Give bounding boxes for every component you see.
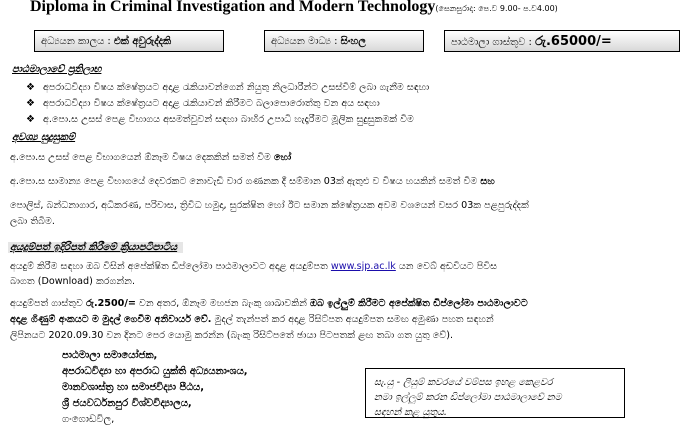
diamond-bullet-icon: ❖ (26, 82, 35, 93)
application-p1-line2: බාගත (Download) කරගන්න. (10, 276, 136, 287)
medium-box (264, 30, 424, 52)
fee-label: පාඨමාලා ගාස්තුව : (451, 37, 532, 48)
requirement-line-2: අ.පො.ස සාමාන්‍ය පෙළ විභාගයේ දෙවරකට නොවැඩි වාර ගණනක දී සම්මාන 03ක් ඇතුළු ව විෂය හයකින් සමත් වීම සහ (10, 176, 495, 187)
benefit-item: ❖ අපරාධවිද්‍යා විෂය ක්ෂේත්‍රයට අදාළ රැකියාවන් කිරීමට බලාපොරොත්තු වන අය සඳහා (26, 98, 380, 109)
duration-value: එක් අවුරුද්දකි (114, 36, 172, 47)
title-schedule: (සෙනසුරාදා: පෙ.ව 9.00- ප.ව4.00) (435, 4, 558, 13)
benefit-item: ❖ අ.පො.ස උසස් පෙළ විභාගය අසමත්වුවන් සඳහා බාහිර උපාධි හැදෑරීමට මූලික සුදුසුකමක් වීම (26, 114, 414, 125)
diamond-bullet-icon: ❖ (26, 114, 35, 125)
page-title (30, 0, 690, 16)
address-line-2: අපරාධවිද්‍යා හා අපරාධ යුක්ති අධ්‍යයනාංශය, (62, 366, 248, 377)
medium-label: අධ්‍යයන මාධ්‍ය : (271, 36, 338, 47)
application-p2-line2: අදාළ ගිණුම් අංකයට ම මුදල් ගෙවීම අනිවාර්ය වේ. මුදල් තැන්පත් කර අදාළ රිසිට්පත අයදුම්පත සමඟ අමුණා පහත සඳහන් (10, 314, 494, 325)
duration-box (34, 30, 224, 52)
application-p2-line1: අයදුම්පත් ගාස්තුව රු.2500/= වන අතර, ඕනෑම මහජන බැංකු ශාඛාවකින් ඔබ ඉල්ලුම් කිරීමට අපේක්ෂිත ඩිප්ලෝමා පාඨමාලාවට (10, 298, 528, 309)
medium-value: සිංහල (340, 36, 366, 47)
requirement-conj-or: හෝ (274, 152, 292, 163)
note-line-1: සැ.යු - ලියුම් කවරයේ වම්පස ඉහළ කෙළවර (374, 377, 553, 388)
benefit-item: ❖ අපරාධවිද්‍යා විෂය ක්ෂේත්‍රයට අදාළ රැකියාවන්ගෙන් නියුතු නිලධාරීන්ට උසස්වීම් ලබා ගැනීම සඳහා (26, 82, 430, 93)
fee-value: රු.65000/= (535, 34, 612, 49)
requirement-line-1: අ.පො.ස උසස් පෙළ විභාගයෙන් ඕනෑම විෂය දෙකකින් සමත් වීම හෝ (10, 152, 292, 163)
note-line-2: නමා ඉල්ලුම් කරන ඩිප්ලෝමා පාඨමාලාවේ නම (374, 392, 562, 403)
address-line-3: මානවශාස්ත්‍ර හා සමාජවිද්‍යා පීඨය, (62, 382, 205, 393)
address-line-5: ගංගොඩවිල, (62, 414, 115, 425)
benefits-heading: පාඨමාලාවේ ප්‍රතිලාභ (12, 64, 102, 75)
address-line-1: පාඨමාලා සමායෝජක, (62, 350, 158, 361)
application-p2-line3: ලිපිනයට 2020.09.30 වන දිනට පෙර යොමු කරන්න (බැංකු රිසිට්පතේ ඡායා පිටපතක් ළඟ තබා ගත යුතු වේ). (10, 330, 454, 341)
website-link[interactable]: www.sjp.ac.lk (330, 261, 396, 272)
fee-box (444, 30, 680, 52)
duration-label: අධ්‍යයන කාලය : (41, 36, 111, 47)
envelope-note-box (365, 368, 625, 418)
requirement-line-3b: ලබා තිබීම. (10, 216, 55, 227)
requirements-heading: අවශ්‍ය සුදුසුකම් (12, 132, 76, 143)
title-text: Diploma in Criminal Investigation and Modern Technology (30, 0, 436, 15)
note-line-3: සඳහන් කළ යුතුය. (374, 407, 447, 418)
requirement-conj-and: සහ (480, 176, 495, 187)
application-heading: අයදුම්පත් ඉදිරිපත් කිරීමේ ක්‍රියාපටිපාටිය (8, 242, 183, 253)
requirement-line-3a: පොලිස්, බන්ධනාගාර, අධිකරණ, පරිවාස, ත්‍රිවිධ හමුදා, සුරක්ෂිත හෝ ඊට සමාන ක්ෂේත්‍රයක අවම වශයෙන් වසර 03ක පළපුරුද්දක් (10, 200, 529, 211)
application-p1-line1: අයදුම් කිරීම සඳහා ඔබ විසින් අපේක්ෂිත ඩිප්ලෝමා පාඨමාලාවට අදාළ අයදුම්පත www.sjp.ac.lk යන වෙබ් අඩවියට පිවිස (10, 261, 498, 272)
application-fee: රු.2500/= (85, 298, 136, 309)
address-line-4: ශ්‍රී ජයවර්ධනපුර විශ්වවිද්‍යාලය, (62, 398, 192, 409)
diamond-bullet-icon: ❖ (26, 98, 35, 109)
